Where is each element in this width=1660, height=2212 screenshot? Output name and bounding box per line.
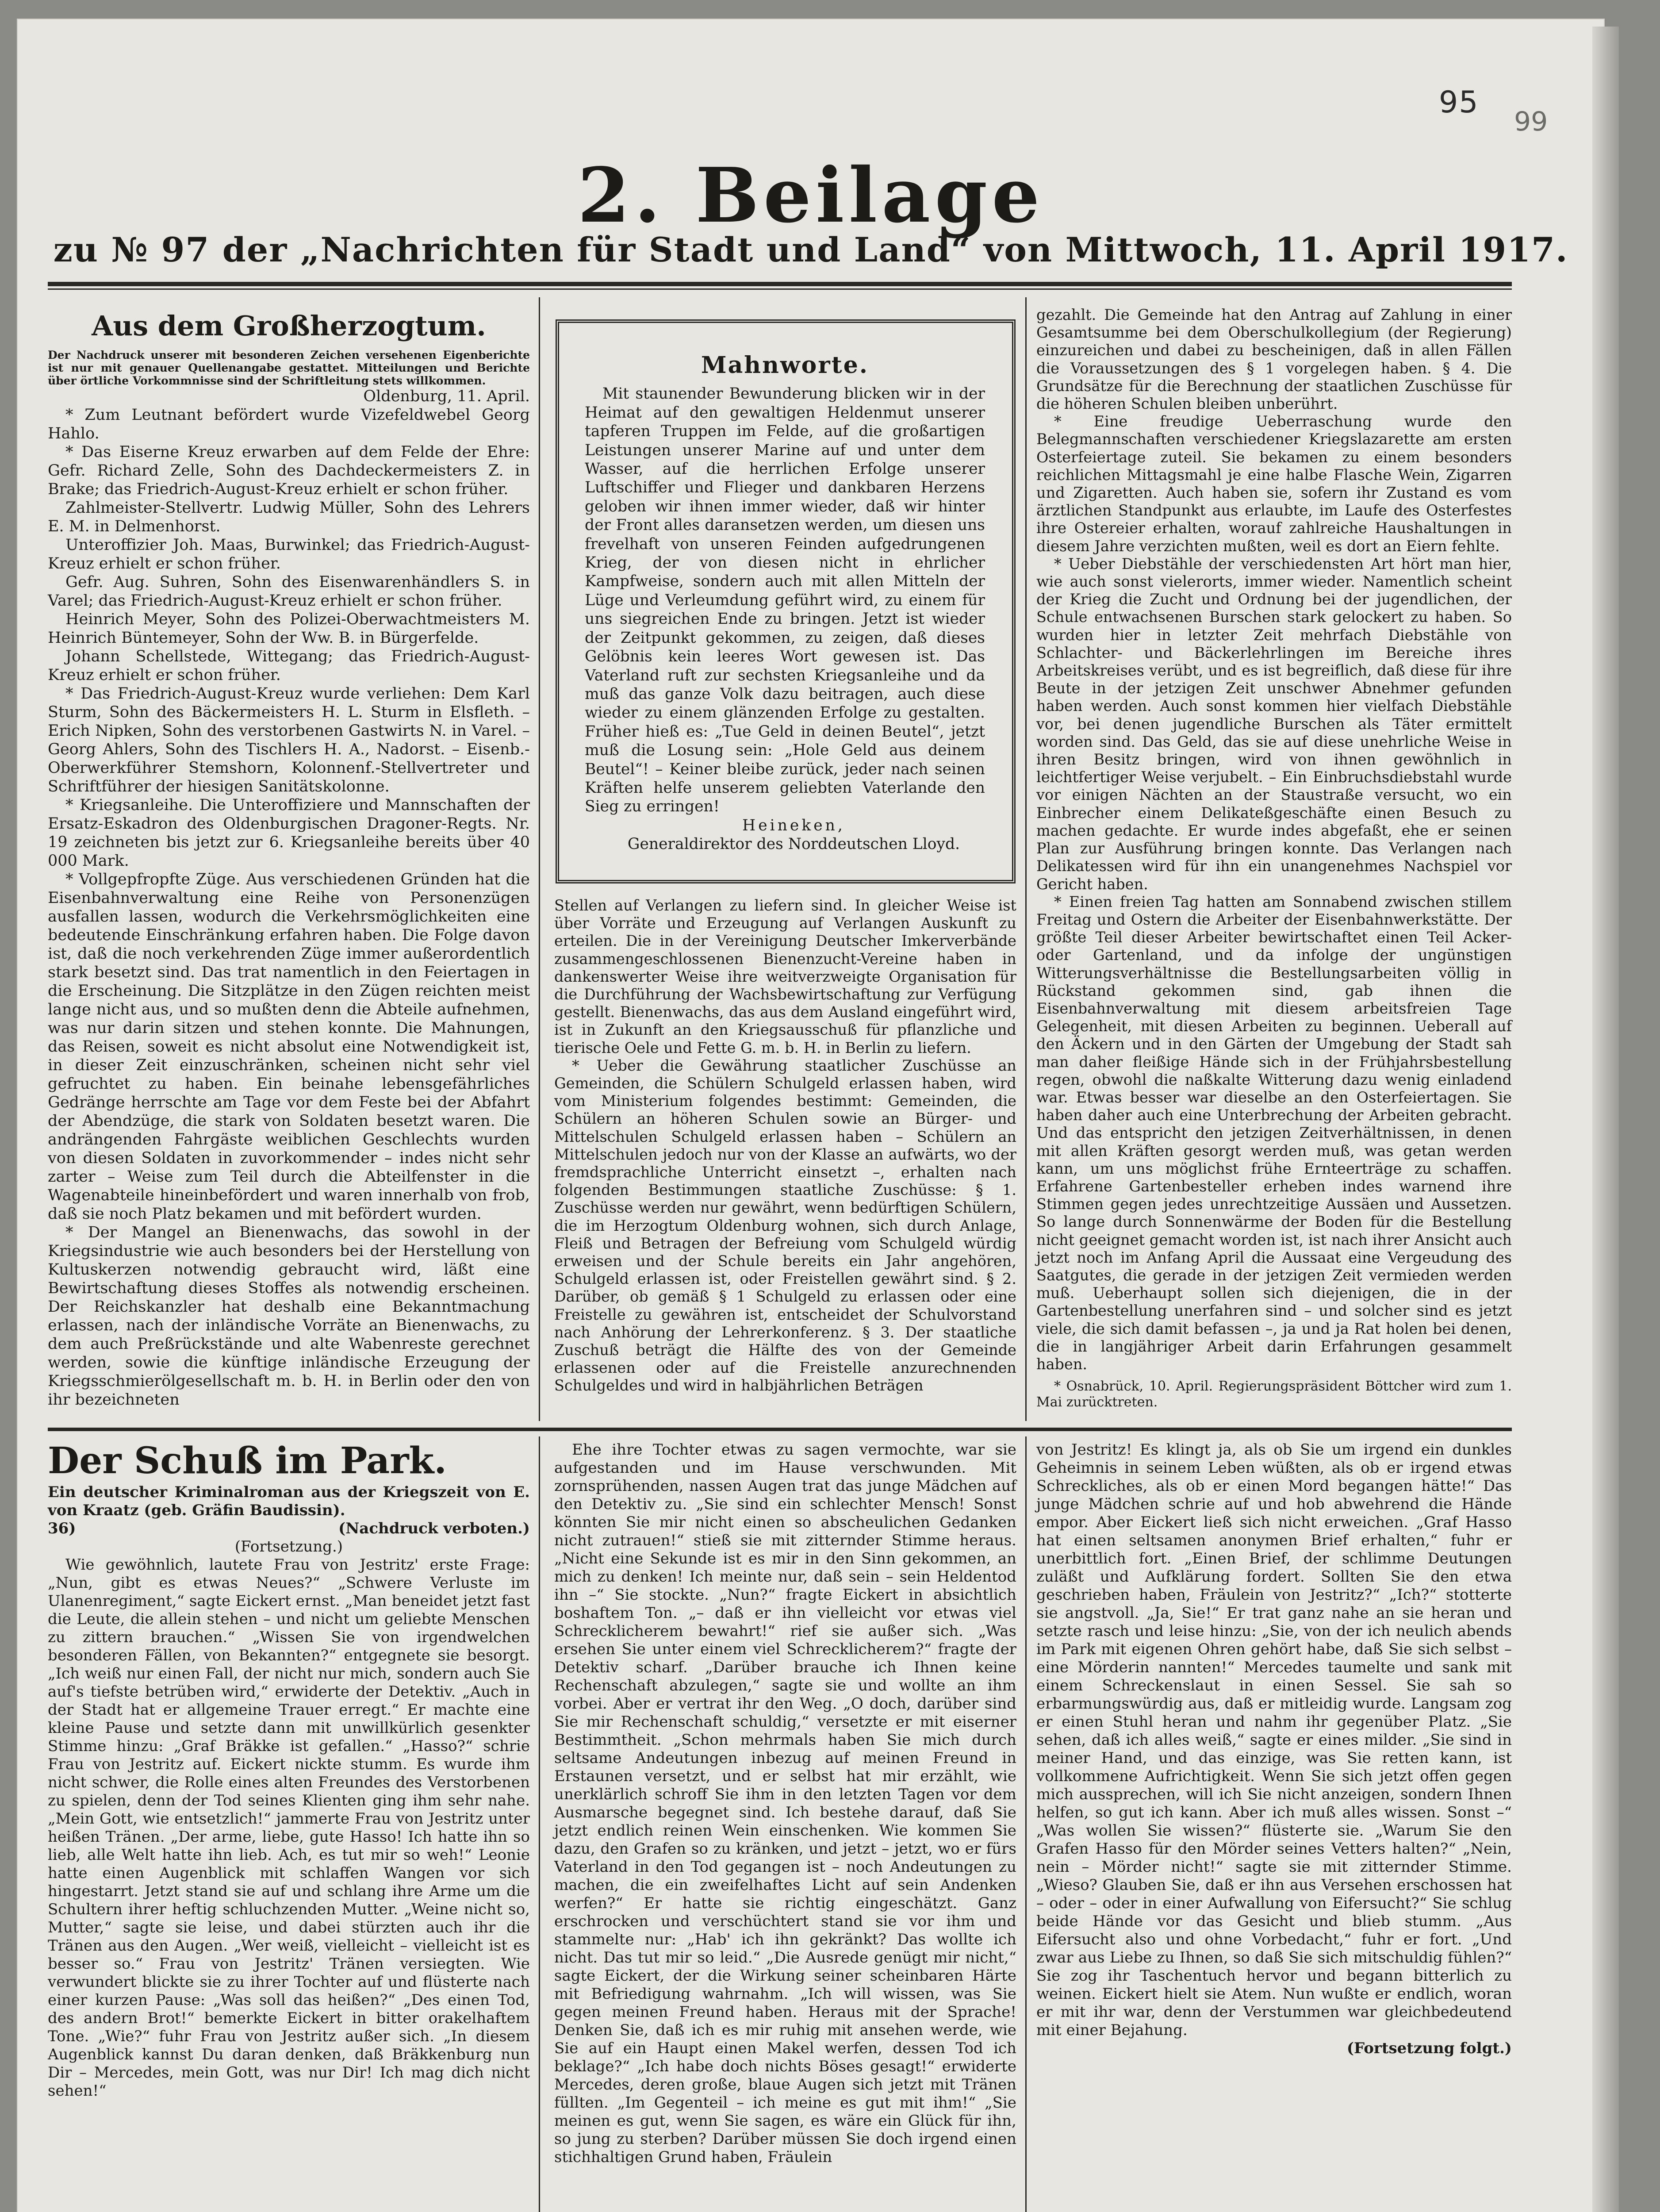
serial-column-1 — [48, 1441, 530, 2100]
news-item: Stellen auf Verlangen zu liefern sind. In gleicher Weise ist über Vorräte und Erzeugung auf Verlangen Auskunft zu erteilen. Die in der Vereinigung Deutscher Imkerverbände zusammengeschlossenen Bienenzucht-Vereine haben in dankenswerter Weise ihre weitverzweigte Organisation für die Durchführung der Wachsbewirtschaftung zur Verfügung gestellt. Bienenwachs, das aus dem Ausland eingeführt wird, ist in Zukunft an den Kriegsausschuß für pflanzliche und tierische Oele und Fette G. m. b. H. in Berlin zu liefern. — [554, 897, 1016, 1056]
news-item: * Einen freien Tag hatten am Sonnabend zwischen stillem Freitag und Ostern die Arbeiter der Eisenbahnwerkstätte. Der größte Teil dieser Arbeiter bewirtschaftet einen Teil Acker- oder Gartenland, und da infolge der ungünstigen Witterungsverhältnisse die Bestellungsarbeiten völlig in Rückstand gekommen sind, gab ihnen die Eisenbahnverwaltung mit diesem arbeitsfreien Tage Gelegenheit, mit diesen Arbeiten zu beginnen. Ueberall auf den Äckern und in den Gärten der Umgebung der Stadt sah man daher fleißige Hände sich in der Frühjahrsbestellung regen, obwohl die naßkalte Witterung dazu wenig einladend war. Etwas besser war dieselbe an den Osterfeiertagen. Sie haben daher auch eine Unterbrechung der Arbeiten gebracht. Und das entspricht den jetzigen Zeitverhältnissen, in denen mit allen Kräften gesorgt werden muß, was getan werden kann, um uns möglichst frühe Ernteerträge zu schaffen. Erfahrene Gartenbesteller erheben indes warnend ihre Stimmen gegen jedes unrechtzeitige Aussäen und Aussetzen. So lange durch Sonnenwärme der Boden für die Bestellung nicht geeignet gemacht worden ist, ist nach ihrer Ansicht auch jetzt noch im Anfang April die Aussaat eine Vergeudung des Saatgutes, die gerade in der jetzigen Zeit vermieden werden muß. Ueberhaupt sollen sich diejenigen, die in der Gartenbestellung unerfahren sind – und solcher sind es jetzt viele, die sich damit befassen –, ja und ja Rat holen bei denen, die in langjähriger Arbeit darin Erfahrungen gesammelt haben. — [1036, 893, 1512, 1373]
serial-column-3 — [1036, 1441, 1512, 2058]
news-item: gezahlt. Die Gemeinde hat den Antrag auf Zahlung in einer Gesamtsumme bei dem Oberschulkollegium (der Regierung) einzureichen und dabei zu bescheinigen, daß in allen Fällen die Voraussetzungen des § 1 vorgelegen haben. § 4. Die Grundsätze für die Berechnung der staatlichen Zuschüsse für die höheren Schulen bleiben unberührt. — [1036, 306, 1512, 413]
mahnworte-text: Mit staunender Bewunderung blicken wir in der Heimat auf den gewaltigen Heldenmut unserer tapferen Truppen im Felde, auf die großartigen Leistungen unserer Marine auf und unter dem Wasser, auf die herrlichen Erfolge unserer Luftschiffer und Flieger und dankbaren Herzens geloben wir ihnen immer wieder, daß wir hinter der Front alles daransetzen werden, um diesen uns frevelhaft von unseren Feinden aufgedrungenen Krieg, der von diesen nicht in ehrlicher Kampfweise, sondern auch mit allen Mitteln der Lüge und Verleumdung geführt wird, zu einem für uns siegreichen Ende zu bringen. Jetzt ist wieder der Zeitpunkt gekommen, zu zeigen, daß dieses Gelöbnis kein leeres Wort gewesen ist. Das Vaterland ruft zur sechsten Kriegsanleihe und da muß das ganze Volk dazu beitragen, auch diese wieder zu einem glänzenden Erfolge zu gestalten. Früher hieß es: „Tue Geld in deinen Beutel“, jetzt muß die Losung sein: „Hole Geld aus deinem Beutel“! – Keiner bleibe zurück, jeder nach seinen Kräften helfe unserem geliebten Vaterlande den Sieg zu erringen! — [585, 385, 985, 816]
installment-number: 36) — [48, 1520, 76, 1537]
serial-column-2 — [554, 1441, 1016, 2166]
news-item: * Kriegsanleihe. Die Unteroffiziere und Mannschaften der Ersatz-Eskadron des Oldenburgischen Dragoner-Regts. Nr. 19 zeichneten bis jetzt zur 6. Kriegsanleihe bereits über 40 000 Mark. — [48, 796, 530, 870]
to-be-continued: (Fortsetzung folgt.) — [1346, 2039, 1512, 2057]
news-item: Gefr. Aug. Suhren, Sohn des Eisenwarenhändlers S. in Varel; das Friedrich-August-Kreuz erhielt er schon früher. — [48, 573, 530, 610]
column-middle-lower — [554, 897, 1016, 1395]
news-item: * Ueber Diebstähle der verschiedensten Art hört man hier, wie auch sonst vielerorts, immer wieder. Namentlich scheint der Krieg die Zucht und Ordnung bei der jugendlichen, der Schule entwachsenen Burschen stark gelockert zu haben. So wurden hier in letzter Zeit mehrfach Diebstähle von Schlachter- und Bäckerlehrlingen im Bereiche ihres Arbeitskreises verübt, und es ist begreiflich, daß diese für ihre Beute in der jetzigen Zeit unschwer Abnehmer gefunden haben werden. Auch sonst kommen hier vielfach Diebstähle vor, bei denen jugendliche Burschen als Täter ermittelt worden sind. Das Geld, das sie auf diese unehrliche Weise in ihren Besitz bringen, wird von ihnen gewöhnlich in leichtfertiger Weise verjubelt. – Ein Einbruchsdiebstahl wurde vor einigen Nächten an der Staustraße versucht, wo ein Einbrecher einem Delikateßgeschäfte einen Besuch zu machen gedachte. Er wurde indes abgefaßt, ehe er seinen Plan zur Ausführung bringen konnte. Das Verlangen nach Delikatessen wird für ihn ein unangenehmes Nachspiel vor Gericht haben. — [1036, 555, 1512, 893]
news-item: * Der Mangel an Bienenwachs, das sowohl in der Kriegsindustrie wie auch besonders bei der Herstellung von Kultuskerzen notwendig gebraucht wird, läßt eine Bewirtschaftung dieses Stoffes als notwendig erscheinen. Der Reichskanzler hat deshalb eine Bekanntmachung erlassen, nach der inländische Vorräte an Bienenwachs, zu dem auch Preßrückstände und alte Wabenreste gerechnet werden, sowie die künftige inländische Erzeugung der Kriegsschmierölgesellschaft m. b. H. in Berlin oder den von ihr bezeichneten — [48, 1224, 530, 1409]
mahnworte-heading: Mahnworte. — [701, 352, 869, 379]
section-heading: Aus dem Großherzogtum. — [92, 310, 486, 342]
page-edge — [1592, 27, 1619, 2212]
newspaper-page — [17, 19, 1605, 2212]
news-item: * Ueber die Gewährung staatlicher Zuschüsse an Gemeinden, die Schülern Schulgeld erlassen haben, wird vom Ministerium folgendes bestimmt: Gemeinden, die Schülern an höheren Schulen sowie an Bürger- und Mittelschulen Schulgeld erlassen haben – Schülern an Mittelschulen jedoch nur von der Klasse an aufwärts, wo der fremdsprachliche Unterricht einsetzt –, erhalten nach folgenden Bestimmungen staatliche Zuschüsse: § 1. Zuschüsse werden nur gewährt, wenn bedürftigen Schülern, die im Herzogtum Oldenburg wohnen, sich durch Anlage, Fleiß und Betragen der Befreiung vom Schulgeld würdig erweisen und der Schule bereits ein Jahr angehören, Schulgeld erlassen ist, oder Freistellen gewährt sind. § 2. Darüber, ob gemäß § 1 Schulgeld zu erlassen oder eine Freistelle zu gewähren ist, entscheidet der Schulvorstand nach Anhörung der Lehrerkonferenz. § 3. Der staatliche Zuschuß beträgt die Hälfte des von der Gemeinde erlassenen oder auf die Freistelle anzurechnenden Schulgeldes und wird in halbjährlichen Beträgen — [554, 1056, 1016, 1394]
column-grossherzogtum — [48, 306, 530, 1409]
news-item: * Zum Leutnant befördert wurde Vizefeldwebel Georg Hahlo. — [48, 406, 530, 442]
signature-name: Heineken, — [742, 816, 845, 834]
serial-rule — [48, 1428, 1512, 1431]
supplement-title: 2. Beilage — [577, 151, 1044, 240]
serial-text: Wie gewöhnlich, lautete Frau von Jestritz' erste Frage: „Nun, gibt es etwas Neues?“ „Schwere Verluste im Ulanenregiment,“ sagte Eickert ernst. „Man beneidet jetzt fast die Leute, die allein stehen – und nicht um geliebte Menschen zu zittern brauchen.“ „Wissen Sie von irgendwelchen besonderen Fällen, von Bekannten?“ entgegnete sie besorgt. „Ich weiß nur einen Fall, der nicht nur mich, sondern auch Sie auf's tiefste betrüben wird,“ erwiderte der Detektiv. „Auch in der Stadt hat er allgemeine Trauer erregt.“ Er machte eine kleine Pause und setzte dann mit unwillkürlich gesenkter Stimme hinzu: „Graf Bräkke ist gefallen.“ „Hasso?“ schrie Frau von Jestritz auf. Eickert nickte stumm. Es wurde ihm nicht schwer, die Rolle eines alten Freundes des Verstorbenen zu spielen, denn der Tod seines Klienten ging ihm sehr nahe. „Mein Gott, wie entsetzlich!“ jammerte Frau von Jestritz unter heißen Tränen. „Der arme, liebe, gute Hasso! Ich hatte ihn so lieb, alle Welt hatte ihn lieb. Ach, es tut mir so weh!“ Leonie hatte einen Augenblick mit schlaffen Wangen vor sich hingestarrt. Jetzt stand sie auf und schlang ihre Arme um die Schultern ihrer heftig schluchzenden Mutter. „Weine nicht so, Mutter,“ sagte sie leise, und dabei stürzten auch ihr die Tränen aus den Augen. „Wer weiß, vielleicht – vielleicht ist es besser so.“ Frau von Jestritz' Tränen versiegten. Wie verwundert blickte sie zu ihrer Tochter auf und flüsterte nach einer kurzen Pause: „Was soll das heißen?“ „Des einen Tod, des andern Brot!“ bemerkte Eickert in bitter orakelhaftem Tone. „Wie?“ fuhr Frau von Jestritz außer sich. „In diesem Augenblick kannst Du daran denken, daß Bräkkenburg nun Dir – Mercedes, mein Gott, was nur Dir! Ich mag dich nicht sehen!“ — [48, 1556, 530, 2100]
news-item: * Das Friedrich-August-Kreuz wurde verliehen: Dem Karl Sturm, Sohn des Bäckermeisters H. L. Sturm in Elsfleth. – Erich Nipken, Sohn des verstorbenen Gastwirts N. in Varel. – Georg Ahlers, Sohn des Tischlers H. A., Nadorst. – Eisenb.-Oberwerkführer Stemshorn, Kolonnenf.-Stellvertreter und Schriftführer der hiesigen Sanitätskolonne. — [48, 685, 530, 795]
column-rule-4 — [1025, 1436, 1027, 2212]
page-number: 95 — [1439, 85, 1479, 120]
news-item: Zahlmeister-Stellvertr. Ludwig Müller, Sohn des Lehrers E. M. in Delmenhorst. — [48, 499, 530, 535]
news-item: * Eine freudige Ueberraschung wurde den Belegmannschaften verschiedener Kriegslazarette am ersten Osterfeiertage zuteil. Sie bekamen zu einem besonders reichlichen Mittagsmahl je eine halbe Flasche Wein, Zigarren und Zigaretten. Auch haben sie, sofern ihr Zustand es vom ärztlichen Standpunkt aus erlaubte, im Laufe des Osterfestes ihre Ostereier erhalten, worauf zahlreiche Haushaltungen in diesem Jahre verzichten mußten, weil es dort an Eiern fehlte. — [1036, 413, 1512, 555]
news-item: Unteroffizier Joh. Maas, Burwinkel; das Friedrich-August-Kreuz erhielt er schon früher. — [48, 536, 530, 572]
page-number-pencil: 99 — [1514, 106, 1548, 137]
column-rule-3 — [539, 1436, 540, 2212]
news-item: * Das Eiserne Kreuz erwarben auf dem Felde der Ehre: Gefr. Richard Zelle, Sohn des Dachdeckermeisters Z. in Brake; das Friedrich-August-Kreuz erhielt er schon früher. — [48, 443, 530, 498]
mahnworte-box — [556, 319, 1016, 883]
serial-text: Ehe ihre Tochter etwas zu sagen vermochte, war sie aufgestanden und im Hause verschwunden. Mit zornsprühenden, nassen Augen trat das junge Mädchen auf den Detektiv zu. „Sie sind ein schlechter Mensch! Sonst könnten Sie mir nicht einen so abscheulichen Gedanken nicht zutrauen!“ stieß sie mit zitternder Stimme heraus. „Nicht eine Sekunde ist es mir in den Sinn gekommen, an mich zu denken! Ich meinte nur, daß sein – sein Heldentod ihn –“ Sie stockte. „Nun?“ fragte Eickert in absichtlich boshaftem Ton. „– daß er ihn vielleicht vor etwas viel Schrecklicherem bewahrt!“ rief sie außer sich. „Was ersehen Sie unter einem viel Schrecklicherem?“ fragte der Detektiv scharf. „Darüber brauche ich Ihnen keine Rechenschaft abzulegen,“ sagte sie und wollte an ihm vorbei. Aber er vertrat ihr den Weg. „O doch, darüber sind Sie mir Rechenschaft schuldig,“ versetzte er mit eiserner Bestimmtheit. „Schon mehrmals haben Sie mich durch seltsame Andeutungen inbezug auf meinen Freund in Erstaunen versetzt, und er selbst hat mir erzählt, wie unerklärlich schroff Sie ihm in den letzten Tagen vor dem Ausmarsche begegnet sind. Ich bestehe darauf, daß Sie jetzt endlich reinen Wein einschenken. Wie kommen Sie dazu, den Grafen so zu kränken, und jetzt – jetzt, wo er fürs Vaterland in den Tod gegangen ist – noch Andeutungen zu machen, die ein zweifelhaftes Licht auf sein Andenken werfen?“ Er hatte sie richtig eingeschätzt. Ganz erschrocken und verschüchtert stand sie vor ihm und stammelte nur: „Hab' ich ihn gekränkt? Das wollte ich nicht. Das tut mir so leid.“ „Die Ausrede genügt mir nicht,“ sagte Eickert, der die Wirkung seiner scheinbaren Härte mit Befriedigung wahrnahm. „Ich will wissen, was Sie gegen meinen Freund haben. Heraus mit der Sprache! Denken Sie, daß ich es mir ruhig mit ansehen werde, wie Sie auf ein Haupt einen Makel werfen, dessen Tod ich beklage?“ „Ich habe doch nichts Böses gesagt!“ erwiderte Mercedes, deren große, blaue Augen sich jetzt mit Tränen füllten. „Im Gegenteil – ich meine es gut mit ihm!“ „Sie meinen es gut, wenn Sie sagen, es wäre ein Glück für ihn, so jung zu sterben? Darüber müssen Sie doch irgend einen stichhaltigen Grund haben, Fräulein — [554, 1441, 1016, 2166]
news-item: * Vollgepfropfte Züge. Aus verschiedenen Gründen hat die Eisenbahnverwaltung eine Reihe von Personenzügen ausfallen lassen, wodurch die Verkehrsmöglichkeiten eine bedeutende Einschränkung erfahren haben. Die Folge davon ist, daß die noch verkehrenden Züge immer außerordentlich stark besetzt sind. Das trat namentlich in den Feiertagen in die Erscheinung. Die Sitzplätze in den Zügen reichten meist lange nicht aus, und so mußten denn die Abteile aufnehmen, was nur darin sitzen und stehen konnte. Die Mahnungen, das Reisen, soweit es nicht absolut eine Notwendigkeit ist, in dieser Zeit einzuschränken, scheinen nicht sehr viel gefruchtet zu haben. Ein beinahe lebensgefährliches Gedränge herrschte am Tage vor dem Feste bei der Abfahrt der Abendzüge, die stark von Soldaten besetzt waren. Die andrängenden Fahrgäste weiblichen Geschlechts wurden von diesen Soldaten in zuvorkommender – indes nicht sehr zarter – Weise zum Teil durch die Abteilfenster in die Wagenabteile hineinbefördert und waren innerhalb von frob, daß sie noch Platz bekamen und mit befördert wurden. — [48, 871, 530, 1223]
signature-title: Generaldirektor des Norddeutschen Lloyd. — [627, 835, 960, 853]
news-item: Heinrich Meyer, Sohn des Polizei-Oberwachtmeisters M. Heinrich Büntemeyer, Sohn der Ww. B. in Bürgerfelde. — [48, 611, 530, 647]
header-rule-thin — [48, 288, 1512, 290]
news-item: * Osnabrück, 10. April. Regierungspräsident Böttcher wird zum 1. Mai zurücktreten. — [1036, 1379, 1512, 1410]
serial-title: Der Schuß im Park. — [48, 1440, 447, 1482]
reprint-notice: (Nachdruck verboten.) — [338, 1520, 530, 1537]
column-rule-2 — [1025, 297, 1027, 1421]
serial-subtitle: Ein deutscher Kriminalroman aus der Kriegszeit von E. von Kraatz (geb. Gräfin Baudissin). — [48, 1483, 530, 1519]
column-right-upper — [1036, 306, 1512, 1410]
dateline: Oldenburg, 11. April. — [363, 388, 530, 405]
serial-text: von Jestritz! Es klingt ja, als ob Sie um irgend ein dunkles Geheimnis in seinem Leben wüßten, als ob er irgend etwas Schreckliches, als ob er einen Mord begangen hätte!“ Das junge Mädchen schrie auf und hob abwehrend die Hände empor. Aber Eickert ließ sich nicht erweichen. „Graf Hasso hat einen seltsamen anonymen Brief erhalten,“ fuhr er unerbittlich fort. „Einen Brief, der schlimme Deutungen zuläßt und Aufklärung fordert. Sollten Sie den etwa geschrieben haben, Fräulein von Jestritz?“ „Ich?“ stotterte sie angstvoll. „Ja, Sie!“ Er trat ganz nahe an sie heran und setzte rasch und leise hinzu: „Sie, von der ich neulich abends im Park mit eigenen Ohren gehört habe, daß Sie sich selbst – eine Mörderin nannten!“ Mercedes taumelte und sank mit einem Schreckenslaut in einen Sessel. Sie sah so erbarmungswürdig aus, daß er mitleidig wurde. Langsam zog er einen Stuhl heran und nahm ihr gegenüber Platz. „Sie sehen, daß ich alles weiß,“ sagte er eines milder. „Sie sind in meiner Hand, und das einzige, was Sie retten kann, ist vollkommene Aufrichtigkeit. Wenn Sie sich jetzt offen gegen mich aussprechen, will ich Sie nicht anzeigen, sondern Ihnen helfen, so gut ich kann. Aber ich muß alles wissen. Sonst –“ „Was wollen Sie wissen?“ flüsterte sie. „Warum Sie den Grafen Hasso für den Mörder seines Vetters halten?“ „Nein, nein – Mörder nicht!“ sagte sie mit zitternder Stimme. „Wieso? Glauben Sie, daß er ihn aus Versehen erschossen hat – oder – oder in einer Aufwallung von Eifersucht?“ Sie schlug beide Hände vor das Gesicht und blieb stumm. „Aus Eifersucht also und ohne Vorbedacht,“ fuhr er fort. „Und zwar aus Liebe zu Ihnen, so daß Sie sich mitschuldig fühlen?“ Sie zog ihr Taschentuch hervor und begann bitterlich zu weinen. Eickert hielt sie Atem. Nun wußte er endlich, woran er mit ihr war, denn der Verstummen war gleichbedeutend mit einer Bejahung. — [1036, 1441, 1512, 2039]
column-rule-1 — [539, 297, 540, 1421]
reprint-notice: Der Nachdruck unserer mit besonderen Zeichen versehenen Eigenberichte ist nur mit genauer Quellenangabe gestattet. Mitteilungen und Berichte über örtliche Vorkommnisse sind der Schriftleitung stets willkommen. — [48, 349, 530, 387]
news-item: Johann Schellstede, Wittegang; das Friedrich-August-Kreuz erhielt er schon früher. — [48, 648, 530, 684]
header-rule — [48, 282, 1512, 286]
supplement-subtitle: zu № 97 der „Nachrichten für Stadt und Land“ von Mittwoch, 11. April 1917. — [53, 230, 1568, 269]
continued-label: (Fortsetzung.) — [234, 1538, 343, 1555]
